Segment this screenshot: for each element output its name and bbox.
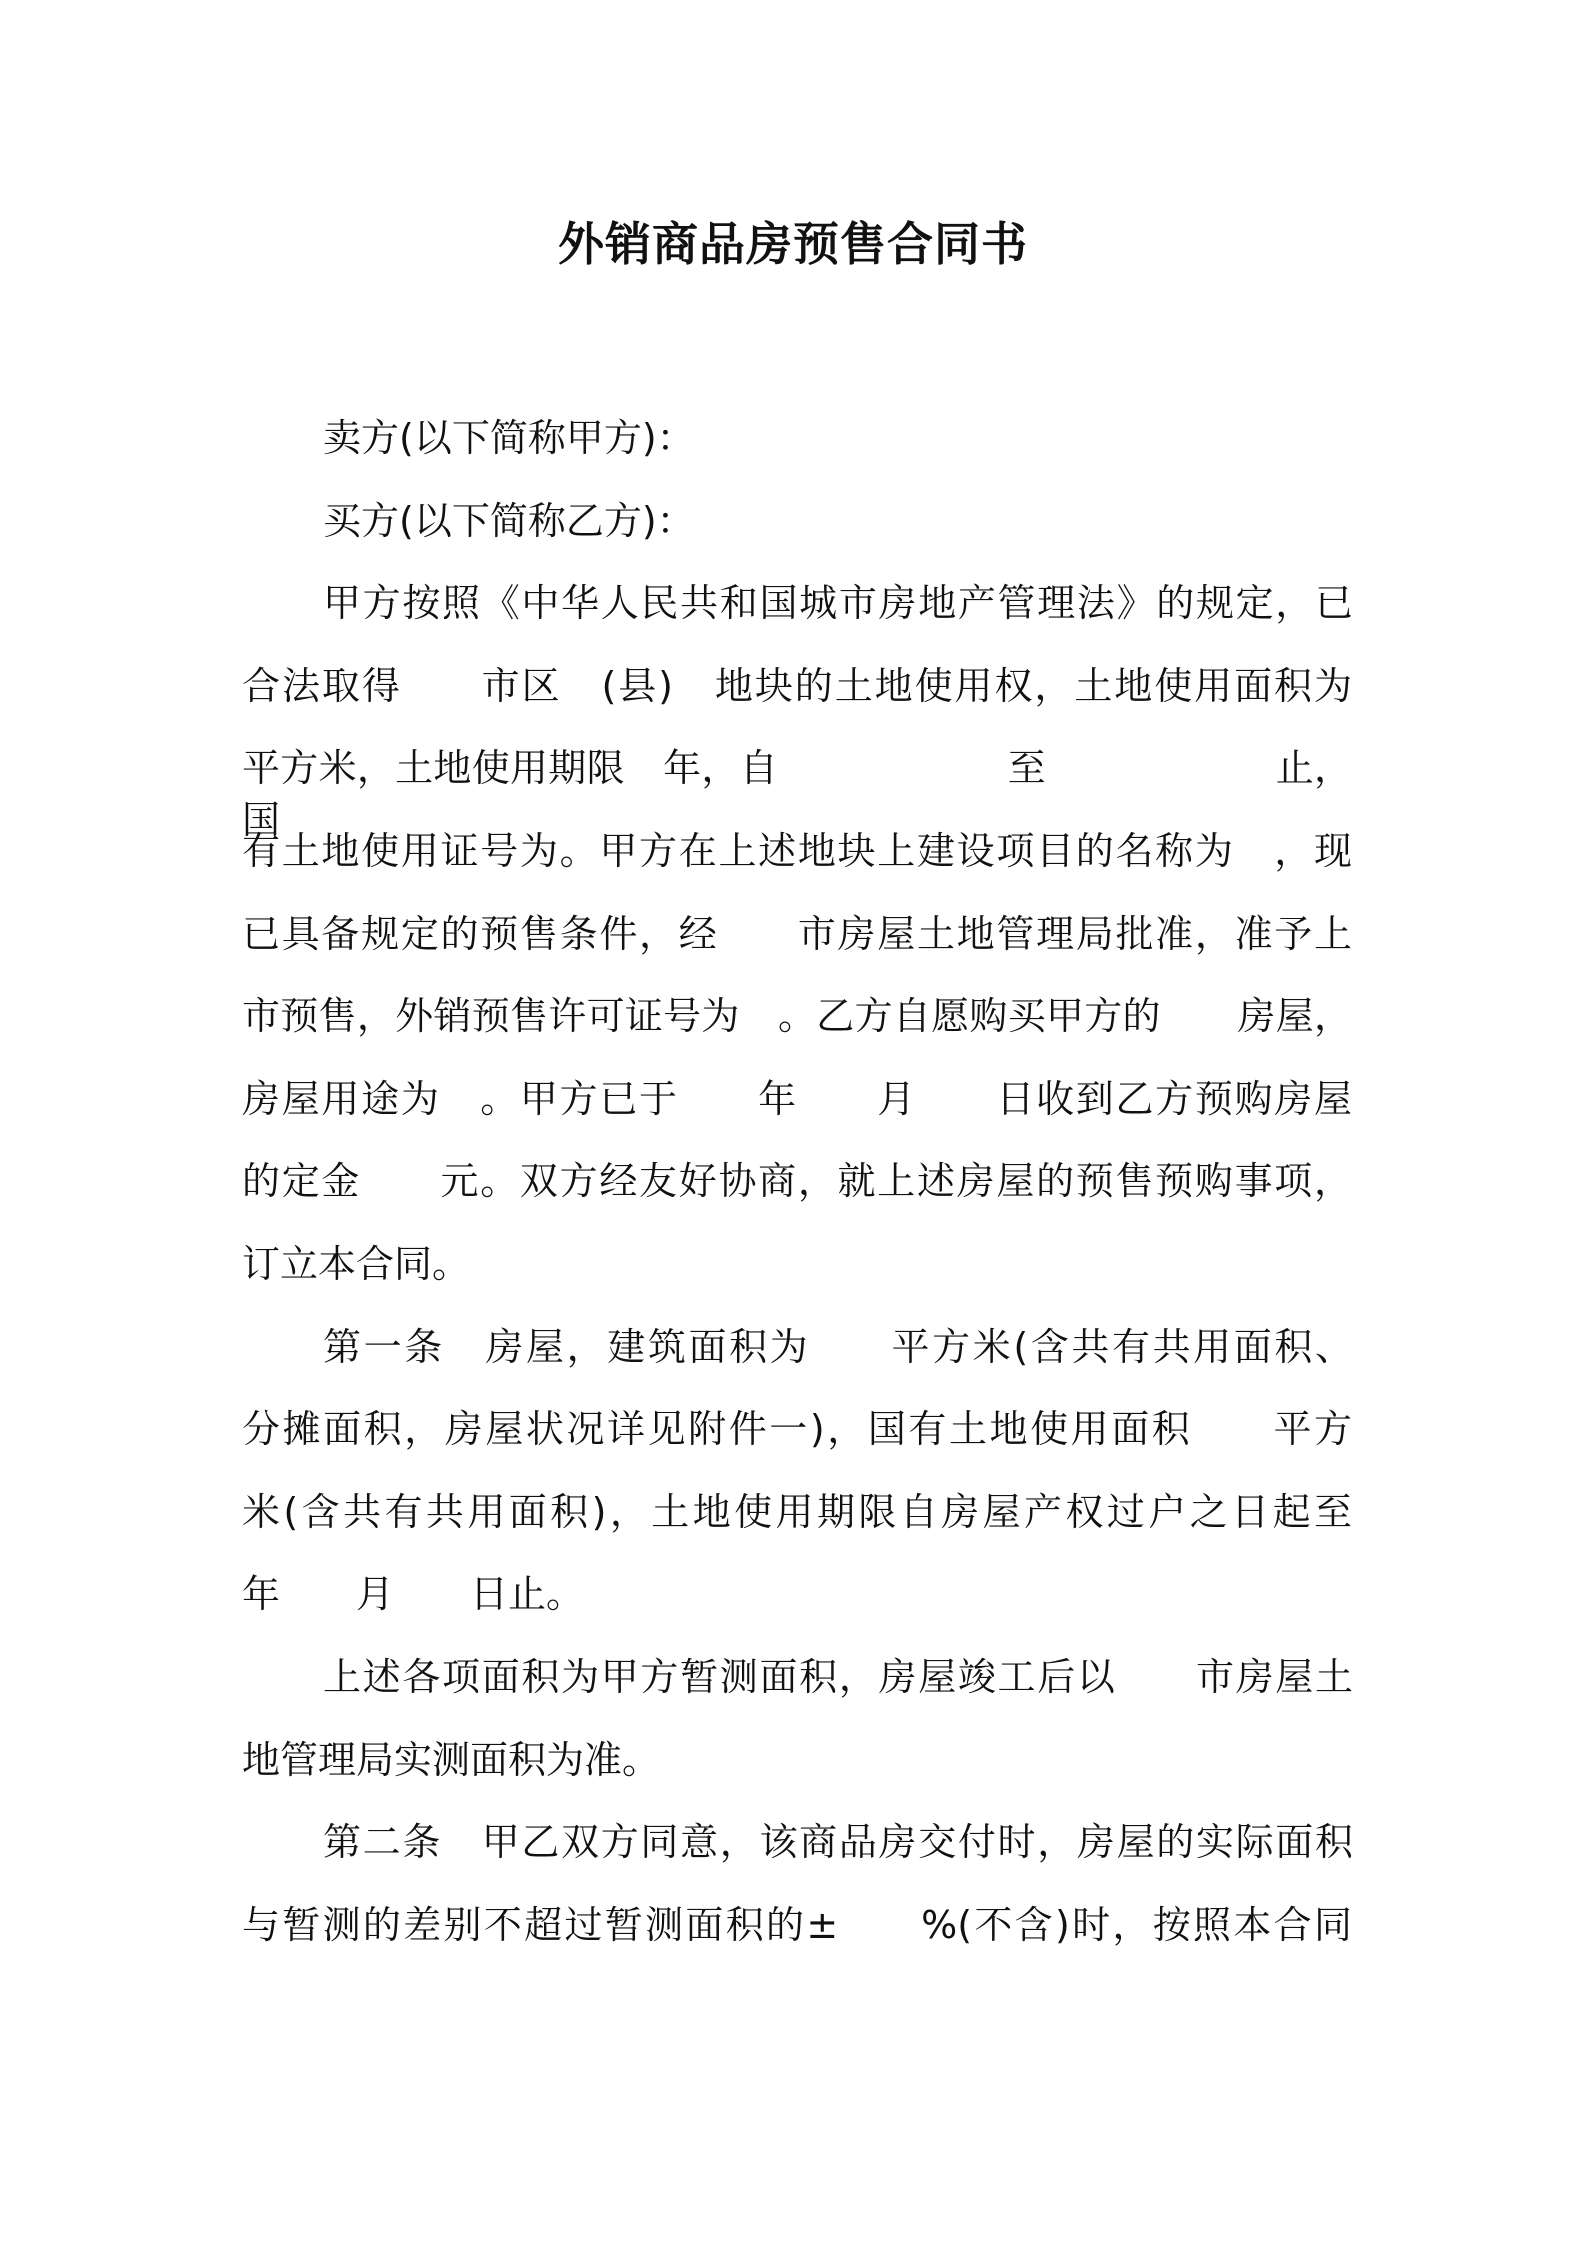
article-1-line: 第一条 房屋，建筑面积为 平方米(含共有共用面积、: [323, 1325, 1353, 1369]
body-line: 合法取得 市区 (县) 地块的土地使用权，土地使用面积为: [242, 664, 1352, 708]
body-line: 甲方按照《中华人民共和国城市房地产管理法》的规定，已: [323, 581, 1353, 625]
body-line: 的定金 元。双方经友好协商，就上述房屋的预售预购事项，: [242, 1159, 1352, 1203]
body-line: 有土地使用证号为。甲方在上述地块上建设项目的名称为 ，现: [242, 829, 1352, 873]
article-1-line: 分摊面积，房屋状况详见附件一)，国有土地使用面积 平方: [242, 1407, 1352, 1451]
article-2-line: 与暂测的差别不超过暂测面积的± %(不含)时，按照本合同: [242, 1903, 1352, 1947]
article-1-line: 米(含共有共用面积)，土地使用期限自房屋产权过户之日起至: [242, 1490, 1352, 1534]
article-2-line: 第二条 甲乙双方同意，该商品房交付时，房屋的实际面积: [323, 1820, 1353, 1864]
article-1-line: 年 月 日止。: [242, 1572, 585, 1616]
area-note-line: 上述各项面积为甲方暂测面积，房屋竣工后以 市房屋土: [323, 1655, 1353, 1699]
document-title: 外销商品房预售合同书: [558, 217, 1028, 271]
body-line: 平方米，土地使用期限 年，自 至 止，国: [242, 746, 1352, 842]
buyer-line: 买方(以下简称乙方)：: [323, 499, 695, 543]
body-line: 订立本合同。: [242, 1242, 471, 1286]
area-note-line: 地管理局实测面积为准。: [242, 1738, 661, 1782]
body-line: 已具备规定的预售条件，经 市房屋土地管理局批准，准予上: [242, 912, 1352, 956]
body-line: 房屋用途为 。甲方已于 年 月 日收到乙方预购房屋: [242, 1077, 1352, 1121]
seller-line: 卖方(以下简称甲方)：: [323, 416, 695, 460]
body-line: 市预售，外销预售许可证号为 。乙方自愿购买甲方的 房屋，: [242, 994, 1352, 1038]
